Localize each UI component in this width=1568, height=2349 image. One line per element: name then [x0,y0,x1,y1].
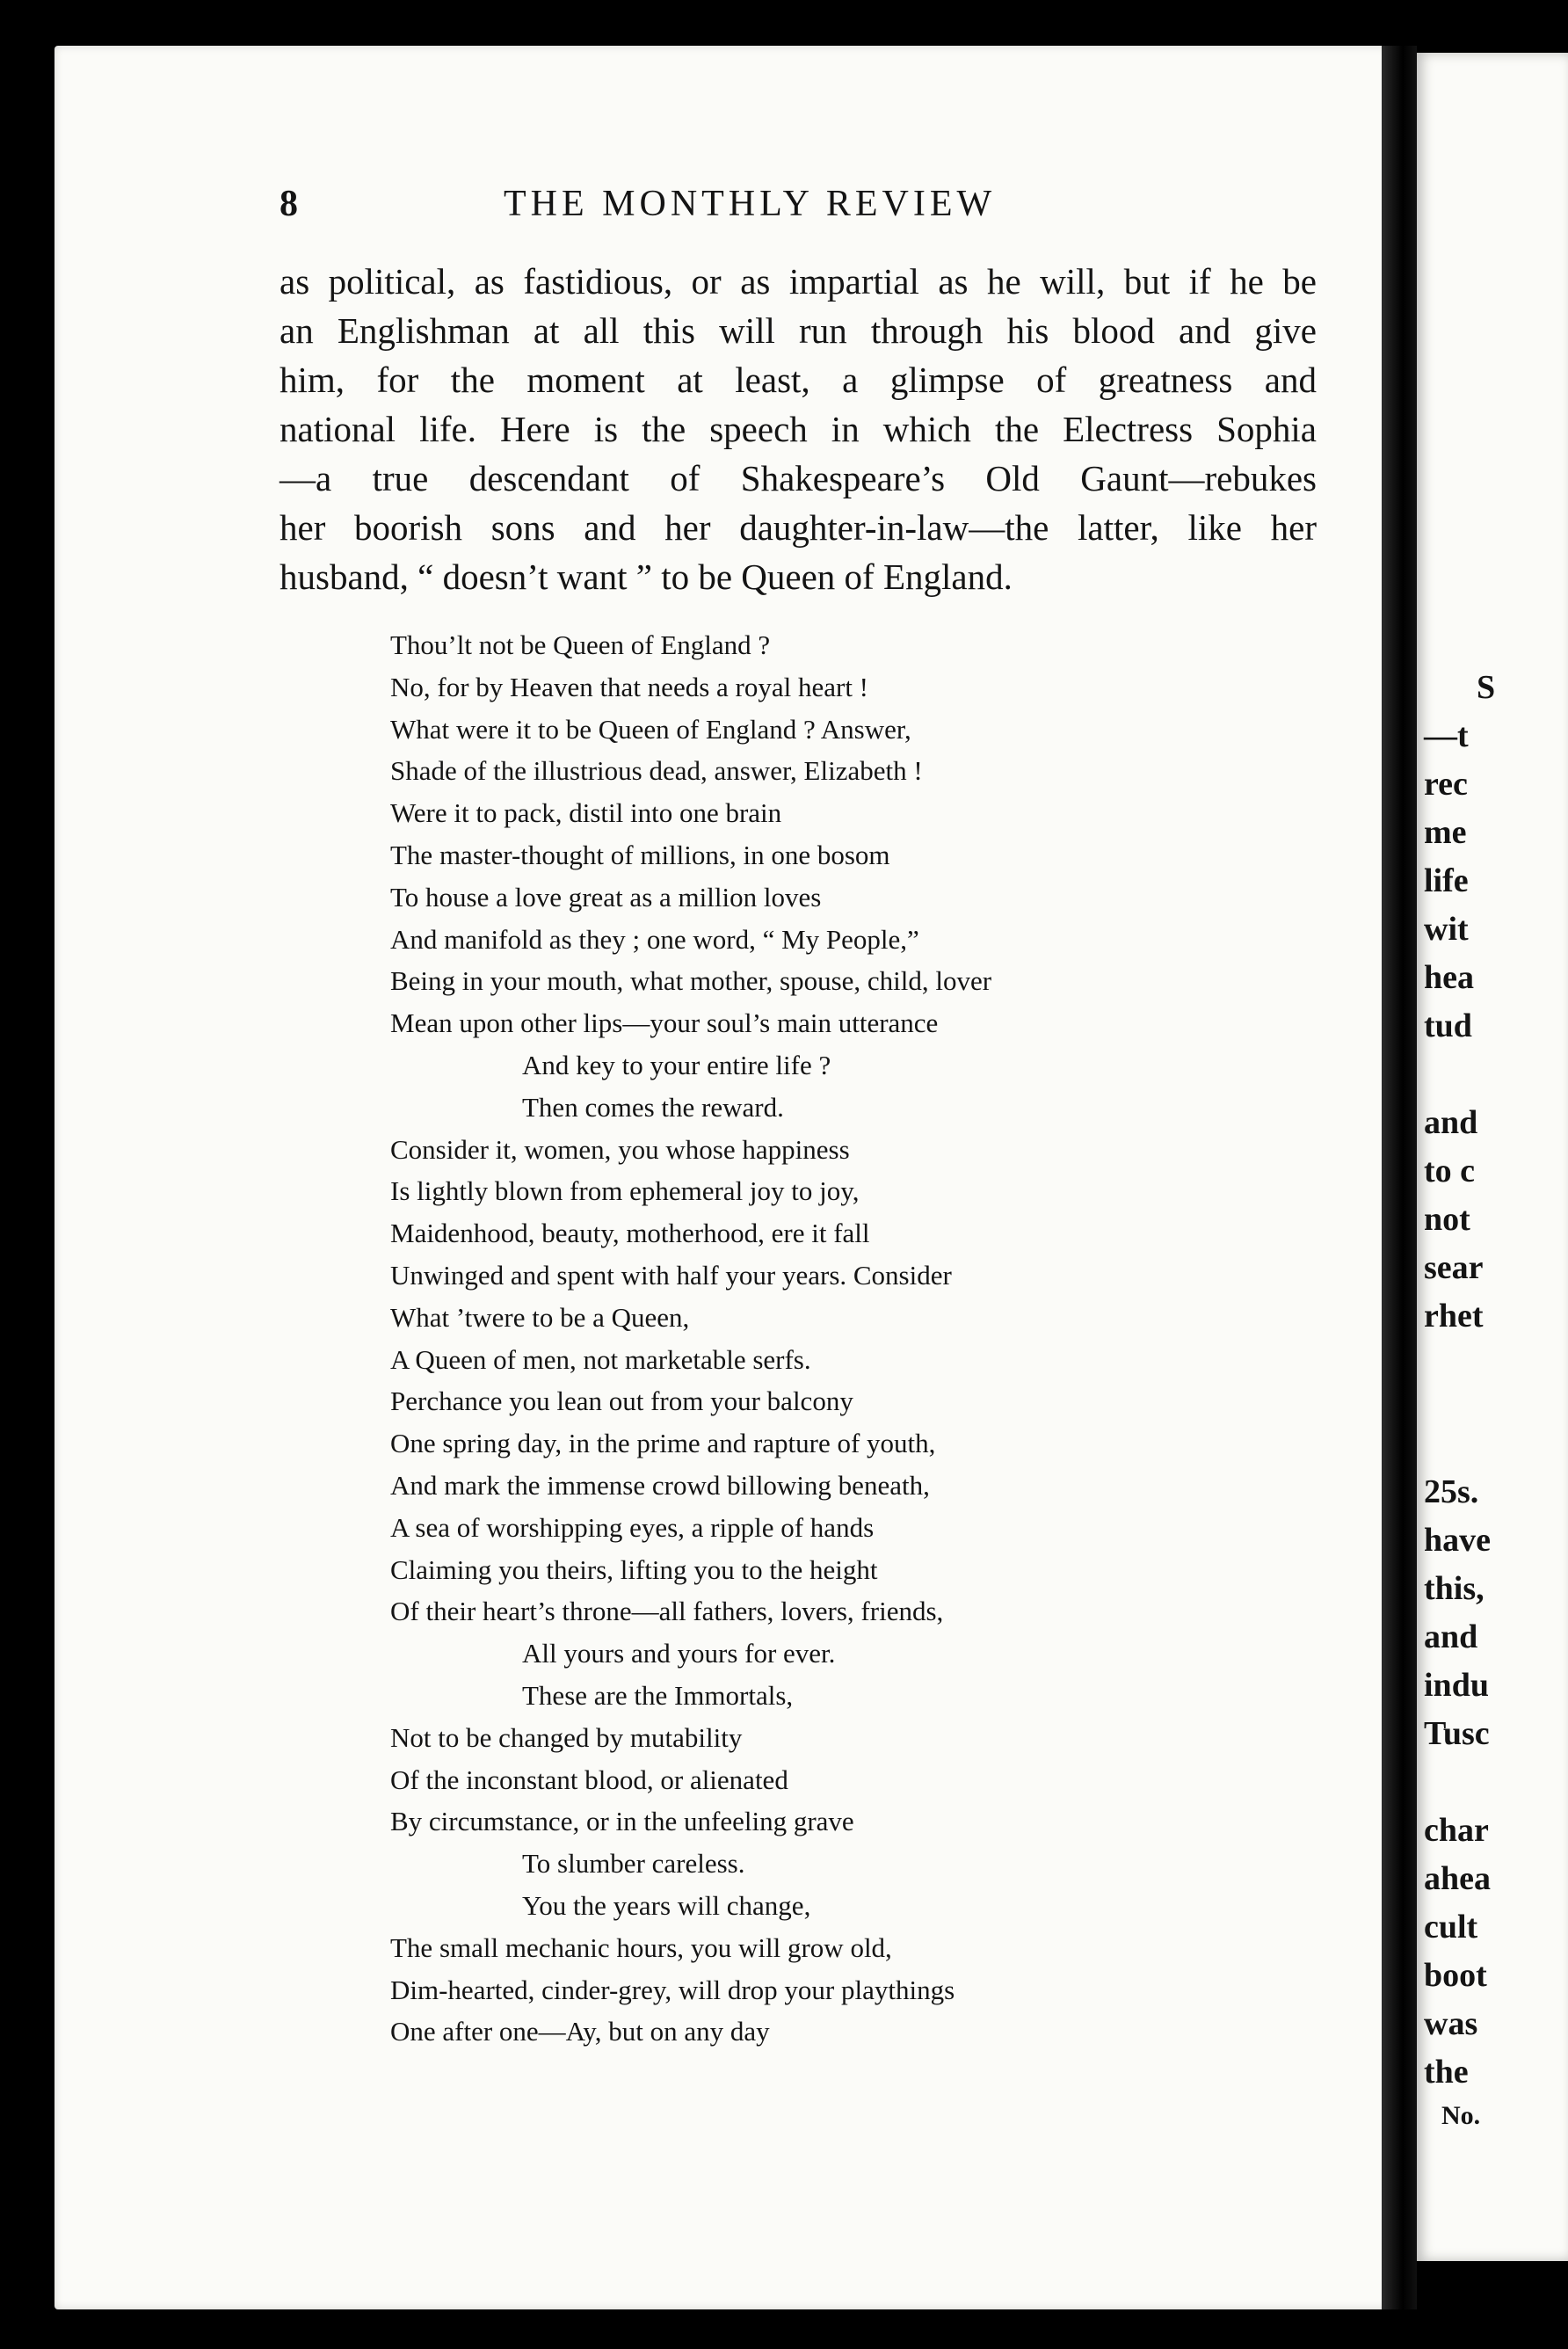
right-page-fragment: and [1424,1618,1478,1655]
right-page-fragment: not [1424,1201,1470,1238]
verse-line: Shade of the illustrious dead, answer, Elizabeth ! [390,755,923,787]
prose-line: husband, “ doesn’t want ” to be Queen of England. [279,556,1013,597]
right-page-fragment: S [1477,669,1496,706]
verse-line: Thou’lt not be Queen of England ? [390,629,771,660]
prose-line: an Englishman at all this will run through his blood and give [279,310,1317,351]
verse-line: And mark the immense crowd billowing beneath, [390,1469,930,1501]
verse-line: Is lightly blown from ephemeral joy to joy, [390,1175,860,1207]
verse-line: A Queen of men, not marketable serfs. [390,1343,811,1375]
verse-line: Perchance you lean out from your balcony [390,1385,853,1417]
verse-line: Unwinged and spent with half your years. Consider [390,1259,952,1291]
prose-paragraph [279,257,1317,601]
right-page-fragment: 25s. [1424,1473,1479,1510]
verse-line: One after one—Ay, but on any day [390,2016,770,2047]
page-header [279,183,1097,236]
right-page-fragment: to c [1424,1153,1476,1189]
verse-line: Mean upon other lips—your soul’s main utterance [390,1007,939,1039]
verse-line: The master-thought of millions, in one bosom [390,839,890,870]
page-number: 8 [279,184,298,224]
prose-line: her boorish sons and her daughter-in-law—the latter, like her [279,507,1317,548]
running-head: THE MONTHLY REVIEW [504,184,997,224]
verse-line: Dim-hearted, cinder-grey, will drop your playthings [390,1974,955,2005]
right-page-fragment: rhet [1424,1298,1484,1334]
verse-line: One spring day, in the prime and rapture of youth, [390,1428,936,1459]
prose-line: him, for the moment at least, a glimpse of greatness and [279,360,1317,400]
prose-line: national life. Here is the speech in which the Electress Sophia [279,409,1317,449]
right-page-fragment: ahea [1424,1860,1491,1897]
verse-line: All yours and yours for ever. [522,1638,836,1669]
right-page-partial [1417,53,1568,2261]
right-page-fragment: this, [1424,1570,1485,1607]
verse-line: To house a love great as a million loves [390,881,822,913]
right-page-fragment: life [1424,862,1469,899]
prose-line: —a true descendant of Shakespeare’s Old Gaunt—rebukes [279,458,1317,498]
right-page-fragment: the [1424,2054,1469,2091]
verse-line: No, for by Heaven that needs a royal heart ! [390,671,868,702]
right-page-fragment: rec [1424,766,1468,803]
right-page-fragment: me [1424,814,1467,851]
verse-line: Were it to pack, distil into one brain [390,797,782,829]
right-page-fragment: wit [1424,911,1469,948]
verse-line: These are the Immortals, [522,1679,794,1711]
verse-line: Consider it, women, you whose happiness [390,1133,850,1165]
prose-line: as political, as fastidious, or as impartial as he will, but if he be [279,261,1317,302]
verse-line: The small mechanic hours, you will grow old, [390,1931,892,1963]
right-page-fragment: hea [1424,959,1474,996]
verse-line: And manifold as they ; one word, “ My People,” [390,923,919,955]
verse-line: Maidenhood, beauty, motherhood, ere it fall [390,1218,870,1249]
verse-line: To slumber careless. [522,1848,745,1880]
right-page-fragment: have [1424,1522,1491,1559]
verse-line: Of the inconstant blood, or alienated [390,1764,788,1795]
book-gutter [1382,46,1417,2309]
verse-block [390,624,1181,2053]
verse-line: What were it to be Queen of England ? Answer, [390,713,911,745]
right-page-fragment: indu [1424,1667,1489,1704]
right-page-fragment: boot [1424,1957,1487,1994]
verse-line: What ’twere to be a Queen, [390,1301,690,1333]
right-page-fragment: cult [1424,1909,1478,1945]
right-page-fragment: Tusc [1424,1715,1490,1752]
right-page-fragment: —t [1424,717,1469,754]
verse-line: Of their heart’s throne—all fathers, lovers, friends, [390,1596,944,1627]
verse-line: And key to your entire life ? [522,1049,831,1080]
verse-line: A sea of worshipping eyes, a ripple of hands [390,1511,875,1543]
right-page-fragment: sear [1424,1249,1484,1286]
verse-line: You the years will change, [522,1889,811,1921]
right-page-fragment: was [1424,2005,1478,2042]
right-page-fragment: No. [1441,2101,1481,2130]
right-page-fragment: tud [1424,1007,1472,1044]
verse-line: Then comes the reward. [522,1091,784,1123]
verse-line: Not to be changed by mutability [390,1721,743,1753]
verse-line: By circumstance, or in the unfeeling grave [390,1806,854,1837]
verse-line: Being in your mouth, what mother, spouse, child, lover [390,965,992,997]
right-page-fragment: and [1424,1104,1478,1141]
right-page-fragment: char [1424,1812,1489,1849]
verse-line: Claiming you theirs, lifting you to the height [390,1553,878,1585]
